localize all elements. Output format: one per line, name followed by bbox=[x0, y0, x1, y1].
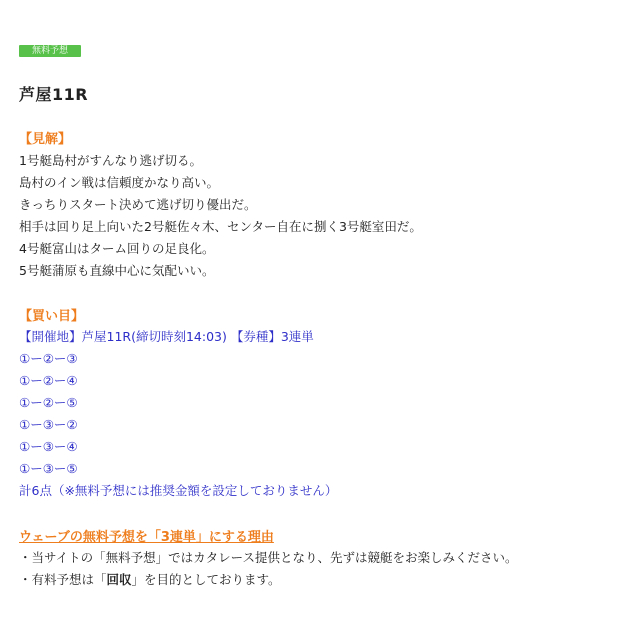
view-heading: 【見解】 bbox=[19, 132, 72, 147]
combo-item: ①ー③ー② bbox=[19, 417, 78, 432]
view-line: 4号艇富山はターム回りの足良化。 bbox=[19, 241, 215, 256]
reason-line-2-prefix: ・有料予想は「 bbox=[19, 572, 107, 587]
view-line: 5号艇蒲原も直線中心に気配いい。 bbox=[19, 263, 215, 278]
combo-item: ①ー③ー④ bbox=[19, 439, 78, 454]
race-info: 【開催地】芦屋11R(締切時刻14:03) 【券種】3連単 bbox=[19, 329, 314, 344]
view-line: 1号艇島村がすんなり逃げ切る。 bbox=[19, 153, 202, 168]
combo-item: ①ー③ー⑤ bbox=[19, 461, 78, 476]
view-line: 島村のイン戦は信頼度かなり高い。 bbox=[19, 175, 220, 190]
buy-heading: 【買い目】 bbox=[19, 309, 85, 324]
combo-item: ①ー②ー③ bbox=[19, 351, 78, 366]
reason-heading: ウェーブの無料予想を「3連単」にする理由 bbox=[19, 530, 274, 545]
combo-item: ①ー②ー⑤ bbox=[19, 395, 78, 410]
view-line: きっちりスタート決めて逃げ切り優出だ。 bbox=[19, 197, 257, 212]
reason-line-2 bbox=[19, 570, 281, 588]
free-prediction-badge: 無料予想 bbox=[19, 45, 81, 57]
reason-line-1: ・当サイトの「無料予想」ではカタレース提供となり、先ずは競艇をお楽しみください。 bbox=[19, 550, 518, 565]
view-line: 相手は回り足上向いた2号艇佐々木、センター自在に捌く3号艇室田だ。 bbox=[19, 219, 422, 234]
combo-total: 計6点（※無料予想には推奨金額を設定しておりません） bbox=[19, 483, 338, 498]
reason-line-2-suffix: 」を目的としております。 bbox=[131, 572, 281, 587]
combo-item: ①ー②ー④ bbox=[19, 373, 78, 388]
race-title: 芦屋11R bbox=[19, 85, 89, 104]
reason-line-2-emphasis: 回収 bbox=[106, 572, 132, 587]
